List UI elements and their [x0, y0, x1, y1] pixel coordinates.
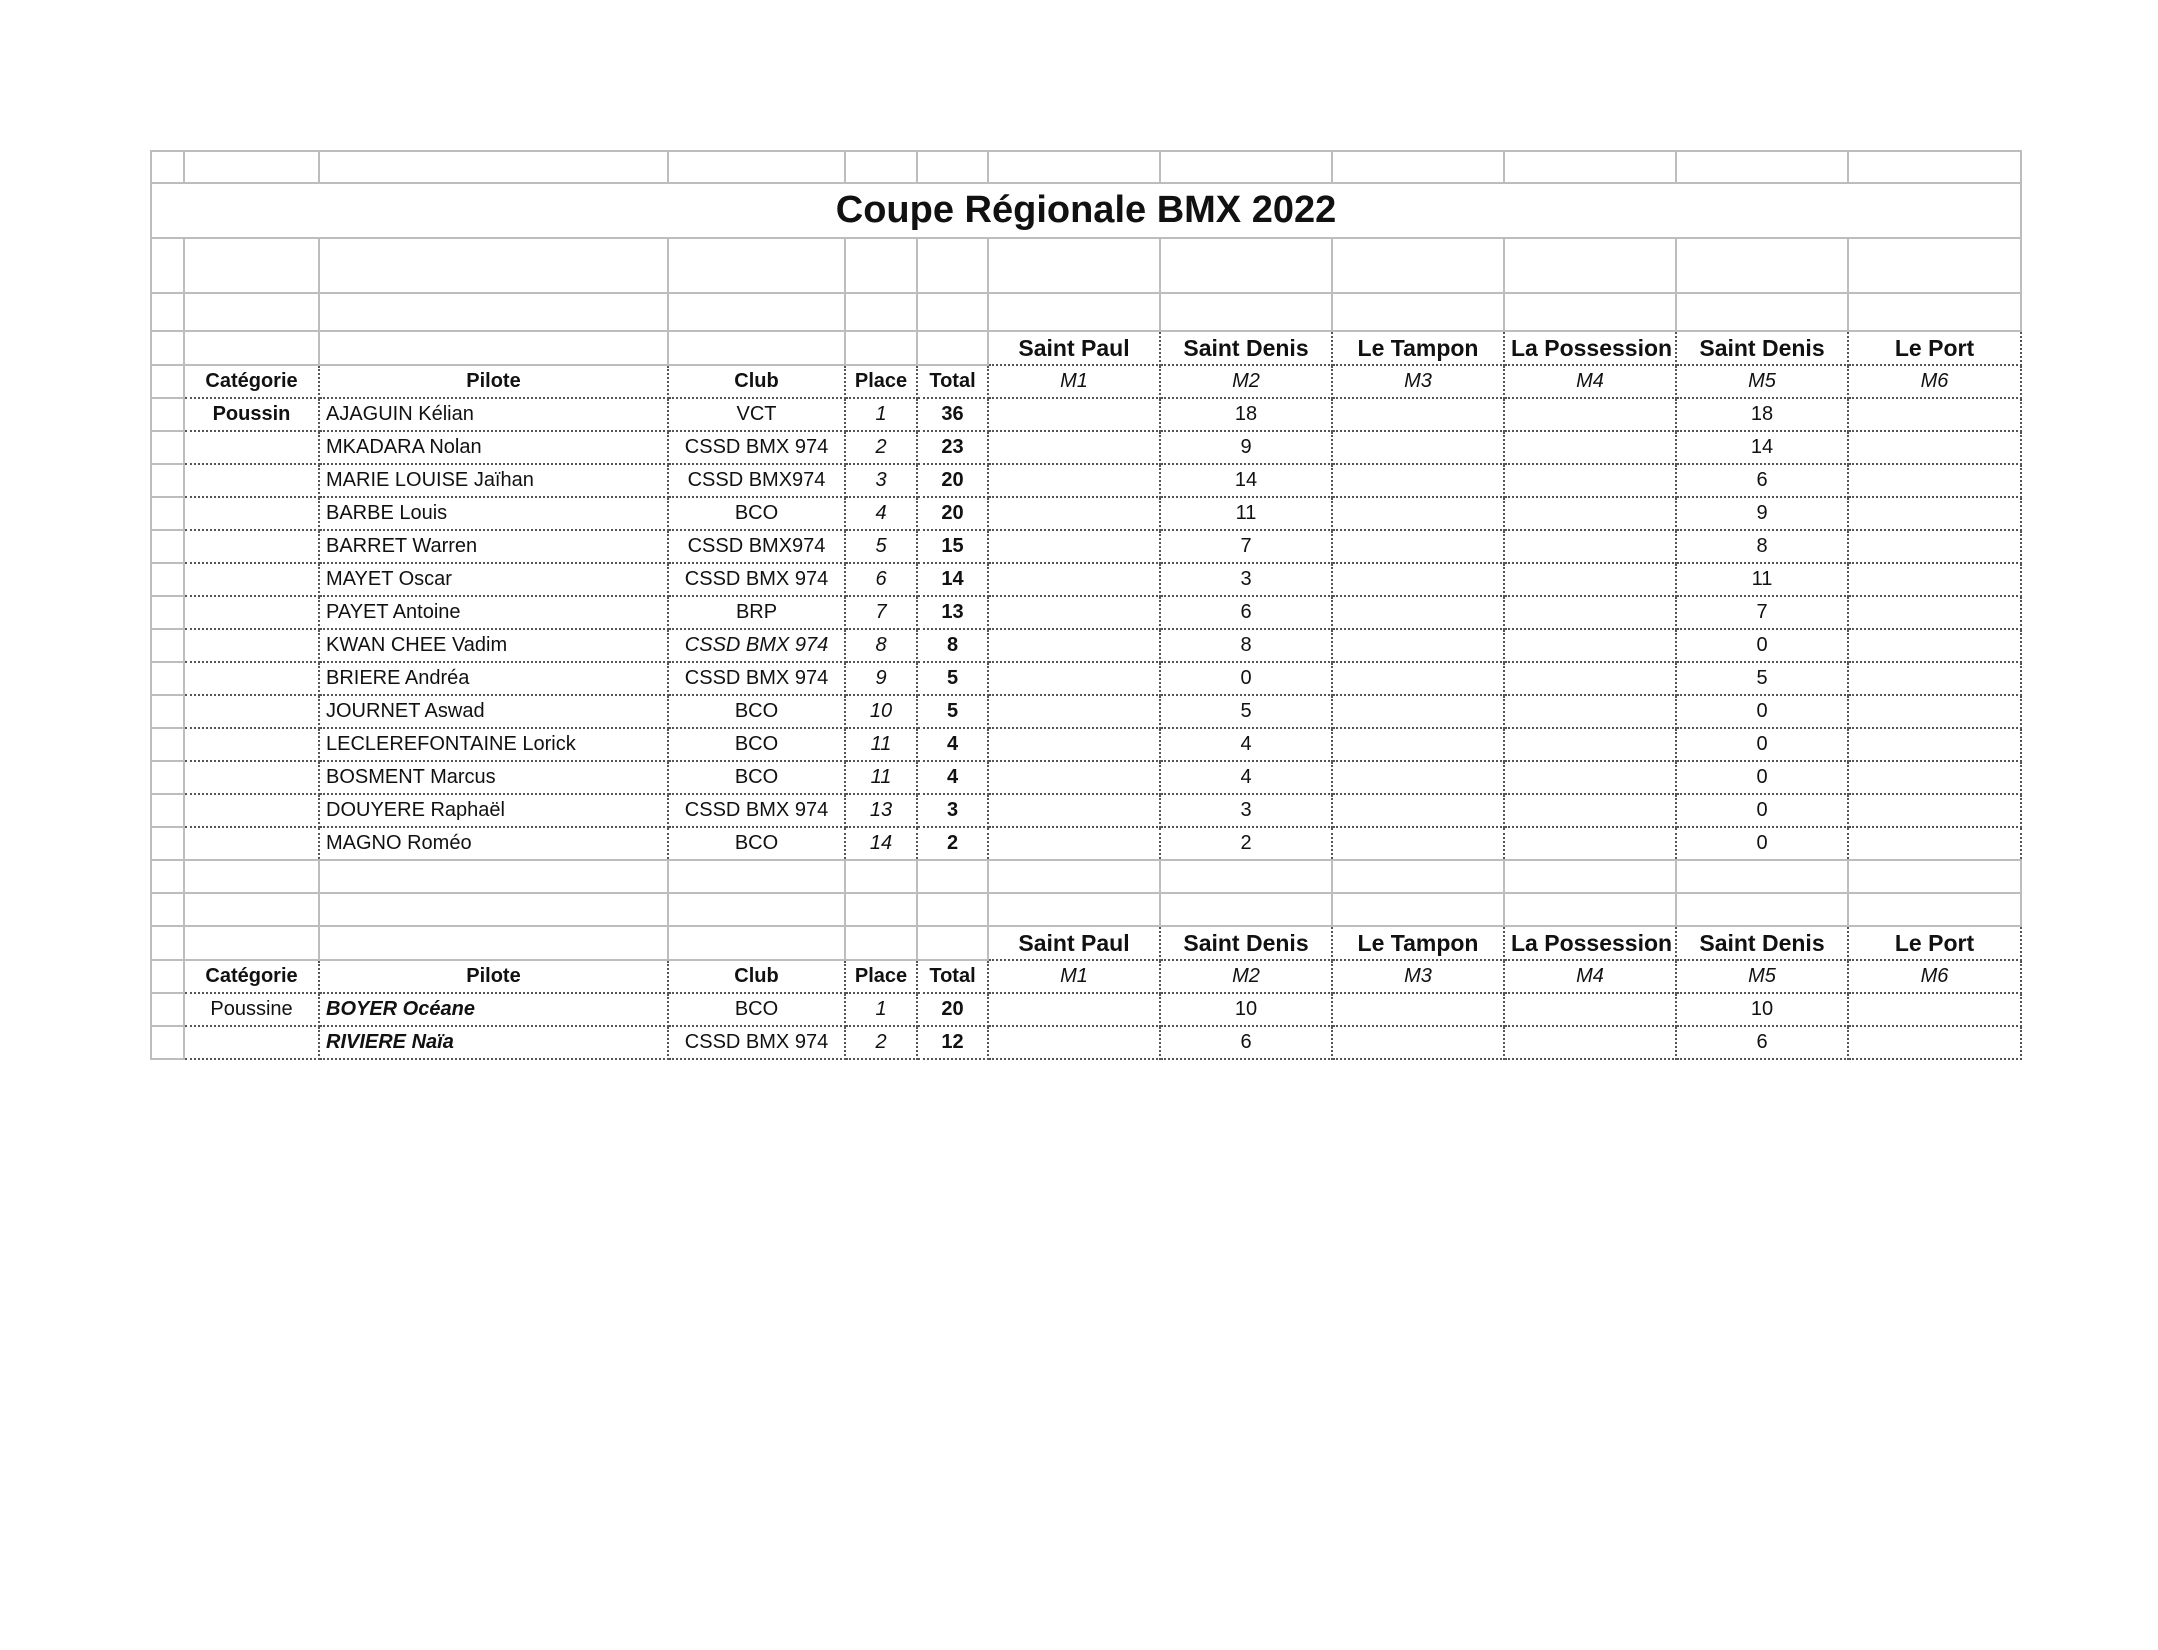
venue-3: Le Tampon [1332, 926, 1504, 960]
m4-points [1504, 695, 1676, 728]
pilot-name: BOYER Océane [319, 993, 668, 1026]
place: 10 [845, 695, 917, 728]
total: 4 [917, 728, 988, 761]
m5-points: 9 [1676, 497, 1848, 530]
header-row [151, 960, 2021, 993]
m3-points [1332, 993, 1504, 1026]
category-cell [184, 728, 319, 761]
total: 13 [917, 596, 988, 629]
m6-points [1848, 728, 2021, 761]
venue-5: Saint Denis [1676, 331, 1848, 365]
pilot-name: KWAN CHEE Vadim [319, 629, 668, 662]
pilot-name: MKADARA Nolan [319, 431, 668, 464]
header-place: Place [845, 960, 917, 993]
header-m3: M3 [1332, 365, 1504, 398]
table-row [151, 563, 2021, 596]
pilot-name: BOSMENT Marcus [319, 761, 668, 794]
header-m4: M4 [1504, 365, 1676, 398]
m1-points [988, 497, 1160, 530]
m1-points [988, 1026, 1160, 1059]
table-row [151, 464, 2021, 497]
place: 1 [845, 398, 917, 431]
pilot-name: MAGNO Roméo [319, 827, 668, 860]
pilot-name: BARBE Louis [319, 497, 668, 530]
m6-points [1848, 497, 2021, 530]
m6-points [1848, 993, 2021, 1026]
place: 7 [845, 596, 917, 629]
place: 11 [845, 761, 917, 794]
total: 8 [917, 629, 988, 662]
category-cell [184, 596, 319, 629]
m4-points [1504, 497, 1676, 530]
total: 4 [917, 761, 988, 794]
m5-points: 6 [1676, 464, 1848, 497]
club: BCO [668, 827, 845, 860]
category-cell [184, 629, 319, 662]
pilot-name: RIVIERE Naïa [319, 1026, 668, 1059]
m5-points: 6 [1676, 1026, 1848, 1059]
total: 14 [917, 563, 988, 596]
club: BRP [668, 596, 845, 629]
venue-4: La Possession [1504, 926, 1676, 960]
venue-2: Saint Denis [1160, 331, 1332, 365]
place: 8 [845, 629, 917, 662]
m2-points: 3 [1160, 563, 1332, 596]
m4-points [1504, 827, 1676, 860]
venue-1: Saint Paul [988, 926, 1160, 960]
m3-points [1332, 695, 1504, 728]
category-cell [184, 1026, 319, 1059]
m3-points [1332, 464, 1504, 497]
empty-row [151, 238, 2021, 293]
total: 15 [917, 530, 988, 563]
pilot-name: AJAGUIN Kélian [319, 398, 668, 431]
m1-points [988, 596, 1160, 629]
table-row [151, 695, 2021, 728]
category-cell [184, 431, 319, 464]
m5-points: 11 [1676, 563, 1848, 596]
place: 13 [845, 794, 917, 827]
category-cell [184, 761, 319, 794]
total: 23 [917, 431, 988, 464]
total: 20 [917, 497, 988, 530]
m6-points [1848, 431, 2021, 464]
table-row [151, 629, 2021, 662]
place: 4 [845, 497, 917, 530]
m5-points: 0 [1676, 629, 1848, 662]
m1-points [988, 431, 1160, 464]
header-m6: M6 [1848, 365, 2021, 398]
m6-points [1848, 464, 2021, 497]
header-m3: M3 [1332, 960, 1504, 993]
category-cell [184, 563, 319, 596]
page-title: Coupe Régionale BMX 2022 [151, 183, 2021, 238]
m6-points [1848, 662, 2021, 695]
m4-points [1504, 431, 1676, 464]
club: BCO [668, 695, 845, 728]
club: CSSD BMX 974 [668, 629, 845, 662]
m5-points: 0 [1676, 728, 1848, 761]
place: 1 [845, 993, 917, 1026]
place: 5 [845, 530, 917, 563]
m5-points: 8 [1676, 530, 1848, 563]
header-place: Place [845, 365, 917, 398]
m2-points: 7 [1160, 530, 1332, 563]
table-row [151, 497, 2021, 530]
header-m6: M6 [1848, 960, 2021, 993]
results-sheet [150, 150, 2022, 1060]
table-row [151, 993, 2021, 1026]
header-m1: M1 [988, 365, 1160, 398]
m3-points [1332, 827, 1504, 860]
m6-points [1848, 1026, 2021, 1059]
m5-points: 18 [1676, 398, 1848, 431]
club: BCO [668, 993, 845, 1026]
category-cell [184, 530, 319, 563]
category-label: Poussin [184, 398, 319, 431]
m3-points [1332, 662, 1504, 695]
m1-points [988, 794, 1160, 827]
m1-points [988, 662, 1160, 695]
m3-points [1332, 530, 1504, 563]
total: 36 [917, 398, 988, 431]
m3-points [1332, 728, 1504, 761]
m5-points: 0 [1676, 695, 1848, 728]
m2-points: 5 [1160, 695, 1332, 728]
m2-points: 18 [1160, 398, 1332, 431]
club: CSSD BMX974 [668, 530, 845, 563]
m2-points: 2 [1160, 827, 1332, 860]
table-row [151, 1026, 2021, 1059]
table-row [151, 662, 2021, 695]
venue-5: Saint Denis [1676, 926, 1848, 960]
venue-2: Saint Denis [1160, 926, 1332, 960]
m4-points [1504, 563, 1676, 596]
table-row [151, 794, 2021, 827]
venue-row [151, 926, 2021, 960]
header-categorie: Catégorie [184, 365, 319, 398]
m3-points [1332, 398, 1504, 431]
m3-points [1332, 431, 1504, 464]
m6-points [1848, 761, 2021, 794]
club: CSSD BMX974 [668, 464, 845, 497]
venue-row [151, 331, 2021, 365]
empty-row [151, 293, 2021, 331]
table-row [151, 530, 2021, 563]
m4-points [1504, 596, 1676, 629]
m1-points [988, 464, 1160, 497]
empty-row [151, 860, 2021, 893]
place: 9 [845, 662, 917, 695]
m4-points [1504, 761, 1676, 794]
m3-points [1332, 629, 1504, 662]
venue-3: Le Tampon [1332, 331, 1504, 365]
club: BCO [668, 761, 845, 794]
club: CSSD BMX 974 [668, 563, 845, 596]
m4-points [1504, 629, 1676, 662]
m5-points: 5 [1676, 662, 1848, 695]
total: 2 [917, 827, 988, 860]
m1-points [988, 530, 1160, 563]
m4-points [1504, 530, 1676, 563]
category-cell [184, 827, 319, 860]
m1-points [988, 695, 1160, 728]
venue-6: Le Port [1848, 331, 2021, 365]
m6-points [1848, 629, 2021, 662]
m5-points: 0 [1676, 761, 1848, 794]
m5-points: 10 [1676, 993, 1848, 1026]
m2-points: 6 [1160, 1026, 1332, 1059]
m2-points: 3 [1160, 794, 1332, 827]
empty-row [151, 893, 2021, 926]
m1-points [988, 398, 1160, 431]
m6-points [1848, 398, 2021, 431]
place: 2 [845, 1026, 917, 1059]
category-cell [184, 794, 319, 827]
table-row [151, 596, 2021, 629]
m2-points: 6 [1160, 596, 1332, 629]
category-cell [184, 464, 319, 497]
club: CSSD BMX 974 [668, 1026, 845, 1059]
m4-points [1504, 662, 1676, 695]
pilot-name: DOUYERE Raphaël [319, 794, 668, 827]
pilot-name: BRIERE Andréa [319, 662, 668, 695]
club: CSSD BMX 974 [668, 662, 845, 695]
m4-points [1504, 1026, 1676, 1059]
m2-points: 0 [1160, 662, 1332, 695]
club: CSSD BMX 974 [668, 794, 845, 827]
club: VCT [668, 398, 845, 431]
venue-6: Le Port [1848, 926, 2021, 960]
total: 12 [917, 1026, 988, 1059]
category-cell [184, 695, 319, 728]
m1-points [988, 993, 1160, 1026]
header-club: Club [668, 960, 845, 993]
table-row [151, 728, 2021, 761]
header-m2: M2 [1160, 365, 1332, 398]
header-total: Total [917, 365, 988, 398]
table-row [151, 761, 2021, 794]
m2-points: 4 [1160, 728, 1332, 761]
header-m2: M2 [1160, 960, 1332, 993]
header-m4: M4 [1504, 960, 1676, 993]
m4-points [1504, 993, 1676, 1026]
total: 20 [917, 464, 988, 497]
m3-points [1332, 1026, 1504, 1059]
pilot-name: LECLEREFONTAINE Lorick [319, 728, 668, 761]
m2-points: 10 [1160, 993, 1332, 1026]
total: 5 [917, 695, 988, 728]
m6-points [1848, 827, 2021, 860]
header-pilote: Pilote [319, 365, 668, 398]
m4-points [1504, 728, 1676, 761]
m6-points [1848, 695, 2021, 728]
m3-points [1332, 497, 1504, 530]
m2-points: 4 [1160, 761, 1332, 794]
venue-4: La Possession [1504, 331, 1676, 365]
m3-points [1332, 761, 1504, 794]
m3-points [1332, 794, 1504, 827]
header-m5: M5 [1676, 365, 1848, 398]
m5-points: 14 [1676, 431, 1848, 464]
pilot-name: PAYET Antoine [319, 596, 668, 629]
pilot-name: BARRET Warren [319, 530, 668, 563]
place: 11 [845, 728, 917, 761]
category-cell [184, 662, 319, 695]
place: 6 [845, 563, 917, 596]
m5-points: 0 [1676, 794, 1848, 827]
m3-points [1332, 563, 1504, 596]
club: CSSD BMX 974 [668, 431, 845, 464]
m5-points: 0 [1676, 827, 1848, 860]
header-categorie: Catégorie [184, 960, 319, 993]
total: 3 [917, 794, 988, 827]
header-total: Total [917, 960, 988, 993]
header-pilote: Pilote [319, 960, 668, 993]
category-cell [184, 497, 319, 530]
m4-points [1504, 464, 1676, 497]
m2-points: 9 [1160, 431, 1332, 464]
title-row [151, 183, 2021, 238]
table-row [151, 827, 2021, 860]
m6-points [1848, 794, 2021, 827]
m1-points [988, 629, 1160, 662]
pilot-name: MARIE LOUISE Jaïhan [319, 464, 668, 497]
pilot-name: MAYET Oscar [319, 563, 668, 596]
place: 3 [845, 464, 917, 497]
table-row [151, 431, 2021, 464]
m2-points: 14 [1160, 464, 1332, 497]
m2-points: 11 [1160, 497, 1332, 530]
total: 5 [917, 662, 988, 695]
pilot-name: JOURNET Aswad [319, 695, 668, 728]
header-m1: M1 [988, 960, 1160, 993]
club: BCO [668, 497, 845, 530]
header-m5: M5 [1676, 960, 1848, 993]
m1-points [988, 728, 1160, 761]
header-club: Club [668, 365, 845, 398]
m5-points: 7 [1676, 596, 1848, 629]
m6-points [1848, 596, 2021, 629]
place: 2 [845, 431, 917, 464]
venue-1: Saint Paul [988, 331, 1160, 365]
empty-row [151, 151, 2021, 183]
category-label: Poussine [184, 993, 319, 1026]
m6-points [1848, 563, 2021, 596]
m1-points [988, 761, 1160, 794]
total: 20 [917, 993, 988, 1026]
m1-points [988, 827, 1160, 860]
header-row [151, 365, 2021, 398]
m4-points [1504, 794, 1676, 827]
m4-points [1504, 398, 1676, 431]
m3-points [1332, 596, 1504, 629]
m1-points [988, 563, 1160, 596]
m6-points [1848, 530, 2021, 563]
place: 14 [845, 827, 917, 860]
table-row [151, 398, 2021, 431]
m2-points: 8 [1160, 629, 1332, 662]
club: BCO [668, 728, 845, 761]
